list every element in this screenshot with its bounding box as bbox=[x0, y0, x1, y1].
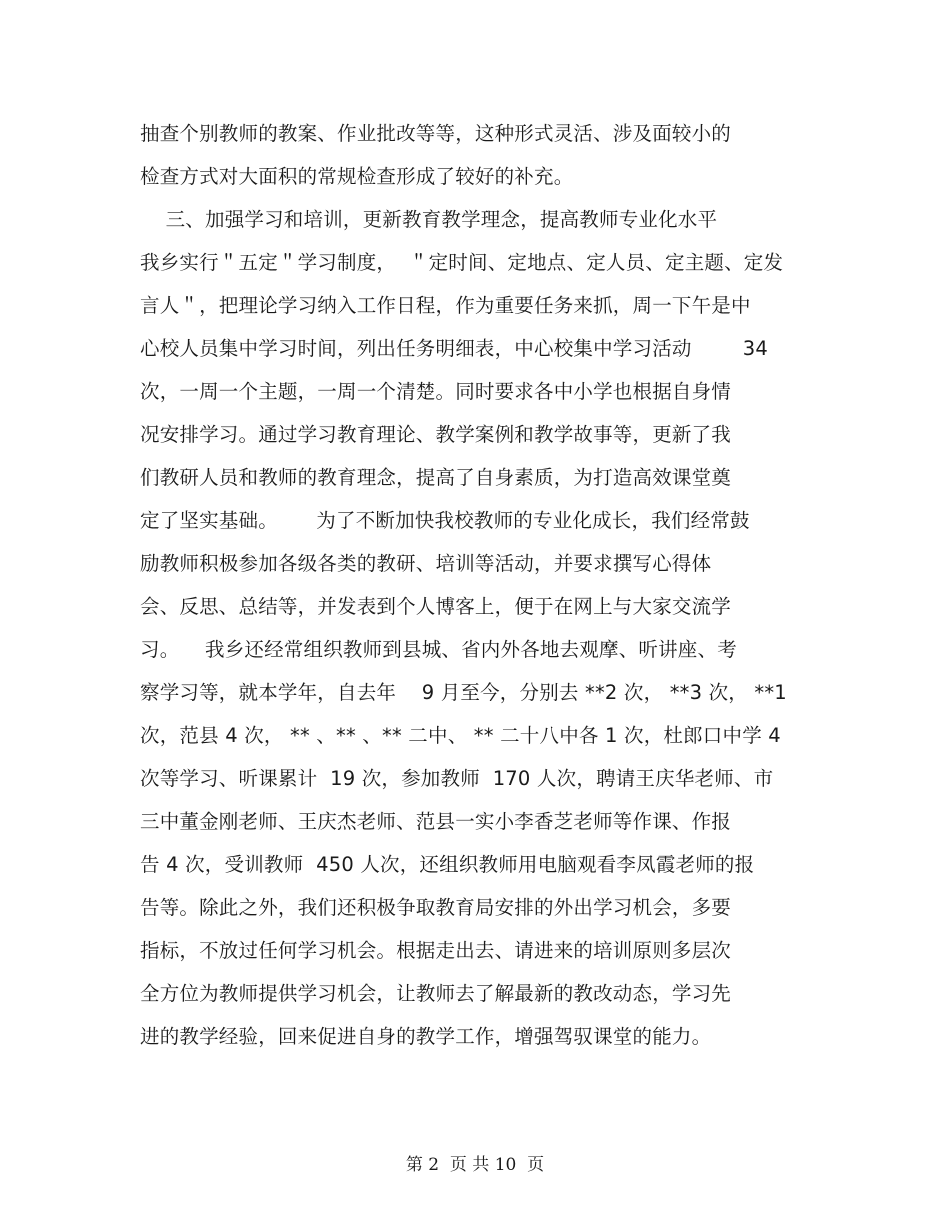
text-line: 指标，不放过任何学习机会。根据走出去、请进来的培训原则多层次 bbox=[140, 939, 732, 962]
text-line: 次，范县 4 次， ** 、** 、** 二中、 ** 二十八中各 1 次，杜郎口中学 4 bbox=[140, 724, 781, 747]
section-heading: 三、加强学习和培训，更新教育教学理念，提高教师专业化水平 bbox=[140, 208, 718, 231]
text-line: 会、反思、总结等，并发表到个人博客上，便于在网上与大家交流学 bbox=[140, 595, 732, 618]
text-line: 三中董金刚老师、王庆杰老师、范县一实小李香芝老师等作课、作报 bbox=[140, 810, 732, 833]
text-line: 定了坚实基础。 为了不断加快我校教师的专业化成长，我们经常鼓 bbox=[140, 509, 750, 532]
text-line: 况安排学习。通过学习教育理论、教学案例和教学故事等，更新了我 bbox=[140, 423, 732, 446]
text-line: 言人＂，把理论学习纳入工作日程，作为重要任务来抓，周一下午是中 bbox=[140, 294, 751, 317]
text-line: 次，一周一个主题，一周一个清楚。同时要求各中小学也根据自身情 bbox=[140, 380, 732, 403]
text-line: 次等学习、听课累计 19 次，参加教师 170 人次，聘请王庆华老师、市 bbox=[140, 767, 774, 790]
text-line: 心校人员集中学习时间，列出任务明细表，中心校集中学习活动 34 bbox=[140, 337, 769, 360]
text-line: 习。 我乡还经常组织教师到县城、省内外各地去观摩、听讲座、考 bbox=[140, 638, 737, 661]
body-text bbox=[140, 112, 800, 1058]
text-line: 全方位为教师提供学习机会，让教师去了解最新的教改动态，学习先 bbox=[140, 982, 732, 1005]
text-line: 进的教学经验，回来促进自身的教学工作，增强驾驭课堂的能力。 bbox=[140, 1025, 712, 1048]
text-line: 我乡实行＂五定＂学习制度， ＂定时间、定地点、定人员、定主题、定发 bbox=[140, 251, 784, 274]
text-line: 告 4 次，受训教师 450 人次，还组织教师用电脑观看李凤霞老师的报 bbox=[140, 853, 755, 876]
text-line: 察学习等，就本学年，自去年 9 月至今，分别去 **2 次， **3 次， **1 bbox=[140, 681, 787, 704]
text-line: 励教师积极参加各级各类的教研、培训等活动，并要求撰写心得体 bbox=[140, 552, 712, 575]
text-line: 告等。除此之外，我们还积极争取教育局安排的外出学习机会，多要 bbox=[140, 896, 732, 919]
text-line: 检查方式对大面积的常规检查形成了较好的补充。 bbox=[140, 165, 574, 188]
text-line: 抽查个别教师的教案、作业批改等等，这种形式灵活、涉及面较小的 bbox=[140, 122, 732, 145]
text-line: 们教研人员和教师的教育理念，提高了自身素质，为打造高效课堂奠 bbox=[140, 466, 732, 489]
page-number-footer: 第 2 页 共 10 页 bbox=[405, 1155, 545, 1175]
